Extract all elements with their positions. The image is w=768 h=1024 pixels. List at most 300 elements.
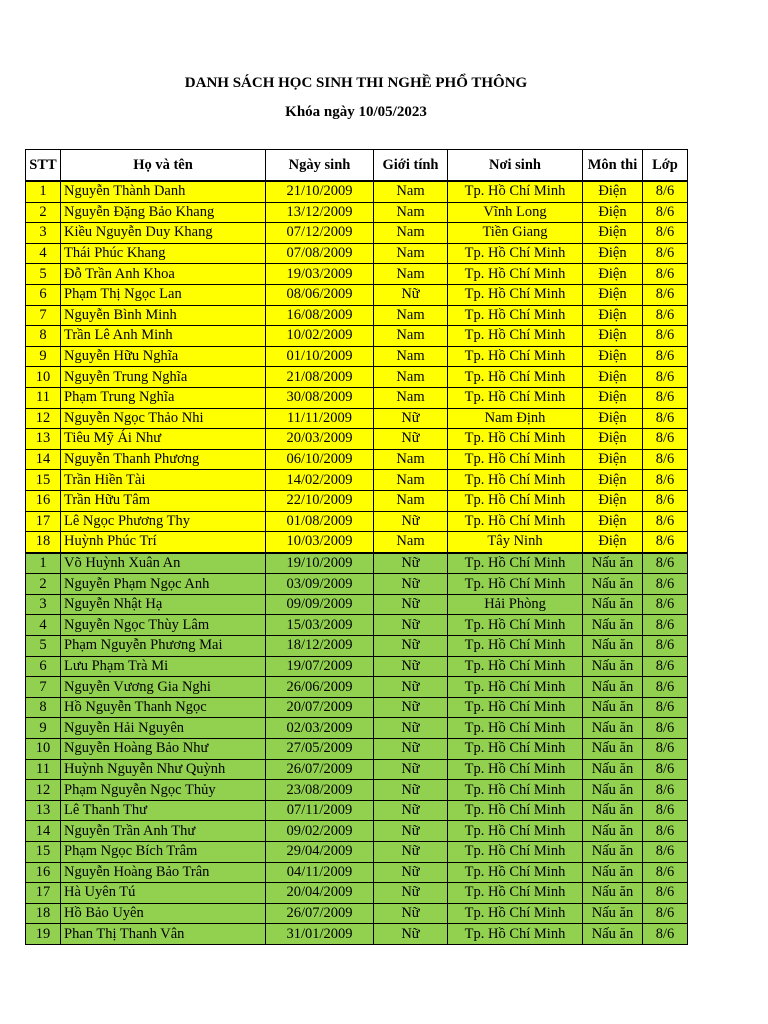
cell-class: 8/6 — [643, 429, 688, 450]
cell-gender: Nữ — [374, 862, 448, 883]
cell-stt: 2 — [26, 574, 61, 595]
cell-full-name: Nguyễn Hữu Nghĩa — [61, 346, 266, 367]
table-row — [26, 387, 688, 408]
cell-subject: Nấu ăn — [583, 594, 643, 615]
cell-full-name: Hà Uyên Tú — [61, 883, 266, 904]
cell-subject: Điện — [583, 367, 643, 388]
cell-birthplace: Tp. Hồ Chí Minh — [448, 284, 583, 305]
cell-birth-date: 20/04/2009 — [266, 883, 374, 904]
cell-stt: 7 — [26, 677, 61, 698]
cell-subject: Điện — [583, 181, 643, 202]
cell-birthplace: Tp. Hồ Chí Minh — [448, 449, 583, 470]
table-row — [26, 202, 688, 223]
cell-class: 8/6 — [643, 367, 688, 388]
cell-birth-date: 19/03/2009 — [266, 264, 374, 285]
cell-full-name: Nguyễn Vương Gia Nghi — [61, 677, 266, 698]
cell-stt: 3 — [26, 223, 61, 244]
cell-gender: Nữ — [374, 429, 448, 450]
header-gender: Giới tính — [374, 150, 448, 182]
cell-birthplace: Tp. Hồ Chí Minh — [448, 759, 583, 780]
cell-full-name: Nguyễn Bình Minh — [61, 305, 266, 326]
cell-birthplace: Tp. Hồ Chí Minh — [448, 780, 583, 801]
cell-birth-date: 07/08/2009 — [266, 243, 374, 264]
cell-stt: 2 — [26, 202, 61, 223]
cell-full-name: Hồ Bảo Uyên — [61, 903, 266, 924]
cell-birth-date: 01/10/2009 — [266, 346, 374, 367]
cell-stt: 3 — [26, 594, 61, 615]
cell-birthplace: Tp. Hồ Chí Minh — [448, 305, 583, 326]
cell-birth-date: 29/04/2009 — [266, 842, 374, 863]
cell-gender: Nam — [374, 326, 448, 347]
cell-class: 8/6 — [643, 718, 688, 739]
cell-stt: 6 — [26, 656, 61, 677]
cell-class: 8/6 — [643, 490, 688, 511]
table-row — [26, 883, 688, 904]
cell-full-name: Nguyễn Ngọc Thảo Nhi — [61, 408, 266, 429]
cell-gender: Nam — [374, 449, 448, 470]
cell-subject: Nấu ăn — [583, 800, 643, 821]
cell-birthplace: Tp. Hồ Chí Minh — [448, 821, 583, 842]
cell-stt: 13 — [26, 800, 61, 821]
cell-subject: Nấu ăn — [583, 615, 643, 636]
cell-gender: Nữ — [374, 284, 448, 305]
cell-gender: Nữ — [374, 636, 448, 657]
cell-birth-date: 20/03/2009 — [266, 429, 374, 450]
cell-class: 8/6 — [643, 739, 688, 760]
cell-full-name: Kiều Nguyễn Duy Khang — [61, 223, 266, 244]
cell-class: 8/6 — [643, 594, 688, 615]
cell-class: 8/6 — [643, 656, 688, 677]
cell-stt: 15 — [26, 842, 61, 863]
cell-subject: Nấu ăn — [583, 656, 643, 677]
cell-birthplace: Tp. Hồ Chí Minh — [448, 574, 583, 595]
cell-birth-date: 31/01/2009 — [266, 924, 374, 945]
cell-birth-date: 02/03/2009 — [266, 718, 374, 739]
cell-class: 8/6 — [643, 408, 688, 429]
cell-class: 8/6 — [643, 470, 688, 491]
cell-stt: 19 — [26, 924, 61, 945]
table-row — [26, 305, 688, 326]
cell-subject: Nấu ăn — [583, 636, 643, 657]
cell-birth-date: 19/10/2009 — [266, 553, 374, 574]
cell-subject: Nấu ăn — [583, 862, 643, 883]
cell-full-name: Hồ Nguyễn Thanh Ngọc — [61, 697, 266, 718]
cell-birth-date: 09/09/2009 — [266, 594, 374, 615]
cell-stt: 9 — [26, 718, 61, 739]
cell-stt: 16 — [26, 490, 61, 511]
cell-subject: Điện — [583, 243, 643, 264]
cell-subject: Điện — [583, 223, 643, 244]
table-row — [26, 636, 688, 657]
cell-birth-date: 26/07/2009 — [266, 903, 374, 924]
cell-birth-date: 27/05/2009 — [266, 739, 374, 760]
cell-full-name: Phạm Nguyễn Phương Mai — [61, 636, 266, 657]
cell-birth-date: 03/09/2009 — [266, 574, 374, 595]
cell-full-name: Phạm Nguyễn Ngọc Thủy — [61, 780, 266, 801]
cell-class: 8/6 — [643, 821, 688, 842]
cell-subject: Nấu ăn — [583, 677, 643, 698]
cell-birth-date: 09/02/2009 — [266, 821, 374, 842]
table-row — [26, 739, 688, 760]
table-row — [26, 284, 688, 305]
table-row — [26, 759, 688, 780]
table-row — [26, 842, 688, 863]
table-row — [26, 264, 688, 285]
cell-birthplace: Tp. Hồ Chí Minh — [448, 718, 583, 739]
cell-full-name: Võ Huỳnh Xuân An — [61, 553, 266, 574]
cell-birth-date: 20/07/2009 — [266, 697, 374, 718]
cell-subject: Điện — [583, 470, 643, 491]
cell-class: 8/6 — [643, 284, 688, 305]
cell-stt: 4 — [26, 243, 61, 264]
cell-birth-date: 11/11/2009 — [266, 408, 374, 429]
cell-birth-date: 16/08/2009 — [266, 305, 374, 326]
cell-class: 8/6 — [643, 305, 688, 326]
table-row — [26, 243, 688, 264]
cell-birth-date: 23/08/2009 — [266, 780, 374, 801]
cell-birth-date: 13/12/2009 — [266, 202, 374, 223]
cell-full-name: Nguyễn Thanh Phương — [61, 449, 266, 470]
table-row — [26, 429, 688, 450]
cell-gender: Nam — [374, 223, 448, 244]
cell-full-name: Nguyễn Trần Anh Thư — [61, 821, 266, 842]
cell-class: 8/6 — [643, 903, 688, 924]
cell-birthplace: Nam Định — [448, 408, 583, 429]
cell-full-name: Nguyễn Hoàng Bảo Trân — [61, 862, 266, 883]
cell-birthplace: Tp. Hồ Chí Minh — [448, 636, 583, 657]
cell-subject: Nấu ăn — [583, 574, 643, 595]
cell-subject: Nấu ăn — [583, 780, 643, 801]
cell-gender: Nam — [374, 387, 448, 408]
cell-class: 8/6 — [643, 780, 688, 801]
cell-birthplace: Tp. Hồ Chí Minh — [448, 615, 583, 636]
cell-subject: Điện — [583, 346, 643, 367]
cell-class: 8/6 — [643, 326, 688, 347]
cell-birth-date: 15/03/2009 — [266, 615, 374, 636]
cell-class: 8/6 — [643, 511, 688, 532]
cell-subject: Điện — [583, 202, 643, 223]
cell-gender: Nữ — [374, 821, 448, 842]
cell-gender: Nam — [374, 243, 448, 264]
cell-subject: Điện — [583, 408, 643, 429]
cell-full-name: Nguyễn Nhật Hạ — [61, 594, 266, 615]
cell-subject: Nấu ăn — [583, 718, 643, 739]
cell-full-name: Lê Ngọc Phương Thy — [61, 511, 266, 532]
table-row — [26, 511, 688, 532]
cell-class: 8/6 — [643, 449, 688, 470]
cell-stt: 12 — [26, 780, 61, 801]
cell-subject: Nấu ăn — [583, 697, 643, 718]
cell-birth-date: 18/12/2009 — [266, 636, 374, 657]
cell-subject: Điện — [583, 490, 643, 511]
cell-birthplace: Tiền Giang — [448, 223, 583, 244]
cell-subject: Nấu ăn — [583, 553, 643, 574]
cell-birth-date: 21/10/2009 — [266, 181, 374, 202]
cell-subject: Điện — [583, 532, 643, 553]
table-row — [26, 223, 688, 244]
table-row — [26, 780, 688, 801]
cell-birth-date: 08/06/2009 — [266, 284, 374, 305]
cell-birthplace: Tây Ninh — [448, 532, 583, 553]
cell-full-name: Trần Lê Anh Minh — [61, 326, 266, 347]
table-row — [26, 408, 688, 429]
cell-full-name: Nguyễn Thành Danh — [61, 181, 266, 202]
cell-subject: Nấu ăn — [583, 842, 643, 863]
cell-gender: Nam — [374, 181, 448, 202]
cell-birth-date: 10/03/2009 — [266, 532, 374, 553]
table-row — [26, 718, 688, 739]
cell-birthplace: Tp. Hồ Chí Minh — [448, 367, 583, 388]
cell-stt: 11 — [26, 759, 61, 780]
cell-stt: 1 — [26, 553, 61, 574]
cell-gender: Nữ — [374, 697, 448, 718]
cell-stt: 18 — [26, 903, 61, 924]
cell-gender: Nữ — [374, 739, 448, 760]
cell-class: 8/6 — [643, 243, 688, 264]
cell-subject: Điện — [583, 264, 643, 285]
table-row — [26, 677, 688, 698]
cell-birthplace: Tp. Hồ Chí Minh — [448, 264, 583, 285]
cell-stt: 1 — [26, 181, 61, 202]
cell-class: 8/6 — [643, 532, 688, 553]
cell-class: 8/6 — [643, 202, 688, 223]
cell-class: 8/6 — [643, 759, 688, 780]
cell-full-name: Nguyễn Phạm Ngọc Anh — [61, 574, 266, 595]
table-row — [26, 656, 688, 677]
cell-class: 8/6 — [643, 553, 688, 574]
cell-birth-date: 06/10/2009 — [266, 449, 374, 470]
cell-birthplace: Vĩnh Long — [448, 202, 583, 223]
document-subtitle: Khóa ngày 10/05/2023 — [285, 104, 427, 120]
table-row — [26, 615, 688, 636]
cell-full-name: Phạm Trung Nghĩa — [61, 387, 266, 408]
cell-subject: Điện — [583, 326, 643, 347]
cell-stt: 5 — [26, 636, 61, 657]
cell-birth-date: 07/11/2009 — [266, 800, 374, 821]
cell-class: 8/6 — [643, 181, 688, 202]
cell-stt: 6 — [26, 284, 61, 305]
table-row — [26, 903, 688, 924]
header-stt: STT — [26, 150, 61, 182]
cell-class: 8/6 — [643, 862, 688, 883]
cell-gender: Nam — [374, 202, 448, 223]
cell-subject: Nấu ăn — [583, 924, 643, 945]
cell-stt: 10 — [26, 367, 61, 388]
cell-gender: Nữ — [374, 574, 448, 595]
cell-stt: 13 — [26, 429, 61, 450]
table-row — [26, 574, 688, 595]
cell-stt: 14 — [26, 449, 61, 470]
cell-birthplace: Tp. Hồ Chí Minh — [448, 800, 583, 821]
table-row — [26, 821, 688, 842]
cell-subject: Nấu ăn — [583, 821, 643, 842]
cell-full-name: Huỳnh Nguyễn Như Quỳnh — [61, 759, 266, 780]
cell-subject: Nấu ăn — [583, 883, 643, 904]
cell-birthplace: Tp. Hồ Chí Minh — [448, 470, 583, 491]
cell-birth-date: 07/12/2009 — [266, 223, 374, 244]
cell-birthplace: Tp. Hồ Chí Minh — [448, 181, 583, 202]
table-row — [26, 470, 688, 491]
cell-class: 8/6 — [643, 574, 688, 595]
cell-gender: Nam — [374, 470, 448, 491]
cell-gender: Nữ — [374, 903, 448, 924]
cell-stt: 12 — [26, 408, 61, 429]
table-row — [26, 367, 688, 388]
cell-gender: Nữ — [374, 656, 448, 677]
table-row — [26, 800, 688, 821]
cell-birthplace: Tp. Hồ Chí Minh — [448, 243, 583, 264]
cell-birthplace: Tp. Hồ Chí Minh — [448, 883, 583, 904]
cell-birth-date: 14/02/2009 — [266, 470, 374, 491]
table-body — [26, 181, 688, 944]
cell-full-name: Trần Hiền Tài — [61, 470, 266, 491]
cell-birthplace: Tp. Hồ Chí Minh — [448, 346, 583, 367]
cell-birth-date: 21/08/2009 — [266, 367, 374, 388]
table-row — [26, 594, 688, 615]
cell-gender: Nữ — [374, 408, 448, 429]
cell-gender: Nam — [374, 346, 448, 367]
cell-full-name: Nguyễn Trung Nghĩa — [61, 367, 266, 388]
cell-gender: Nữ — [374, 511, 448, 532]
cell-stt: 7 — [26, 305, 61, 326]
cell-gender: Nữ — [374, 615, 448, 636]
cell-full-name: Lưu Phạm Trà Mi — [61, 656, 266, 677]
cell-class: 8/6 — [643, 223, 688, 244]
cell-class: 8/6 — [643, 800, 688, 821]
cell-gender: Nữ — [374, 842, 448, 863]
cell-stt: 8 — [26, 697, 61, 718]
cell-stt: 17 — [26, 511, 61, 532]
cell-birthplace: Tp. Hồ Chí Minh — [448, 677, 583, 698]
cell-class: 8/6 — [643, 346, 688, 367]
cell-full-name: Đỗ Trần Anh Khoa — [61, 264, 266, 285]
cell-subject: Điện — [583, 429, 643, 450]
cell-class: 8/6 — [643, 697, 688, 718]
cell-class: 8/6 — [643, 883, 688, 904]
cell-birthplace: Tp. Hồ Chí Minh — [448, 862, 583, 883]
cell-gender: Nữ — [374, 759, 448, 780]
header-birth-date: Ngày sinh — [266, 150, 374, 182]
cell-birthplace: Tp. Hồ Chí Minh — [448, 697, 583, 718]
cell-stt: 10 — [26, 739, 61, 760]
cell-birth-date: 30/08/2009 — [266, 387, 374, 408]
table-row — [26, 346, 688, 367]
cell-full-name: Nguyễn Ngọc Thùy Lâm — [61, 615, 266, 636]
cell-stt: 14 — [26, 821, 61, 842]
cell-class: 8/6 — [643, 677, 688, 698]
cell-gender: Nữ — [374, 883, 448, 904]
cell-gender: Nữ — [374, 553, 448, 574]
cell-gender: Nữ — [374, 924, 448, 945]
table-header-row — [26, 150, 688, 182]
table-row — [26, 532, 688, 553]
cell-stt: 15 — [26, 470, 61, 491]
cell-gender: Nam — [374, 490, 448, 511]
cell-birth-date: 26/06/2009 — [266, 677, 374, 698]
cell-stt: 8 — [26, 326, 61, 347]
cell-birthplace: Tp. Hồ Chí Minh — [448, 326, 583, 347]
cell-full-name: Nguyễn Đặng Bảo Khang — [61, 202, 266, 223]
cell-stt: 4 — [26, 615, 61, 636]
cell-gender: Nữ — [374, 594, 448, 615]
cell-full-name: Tiêu Mỹ Ái Như — [61, 429, 266, 450]
cell-stt: 16 — [26, 862, 61, 883]
cell-birthplace: Tp. Hồ Chí Minh — [448, 739, 583, 760]
cell-birthplace: Tp. Hồ Chí Minh — [448, 903, 583, 924]
cell-gender: Nam — [374, 367, 448, 388]
cell-class: 8/6 — [643, 842, 688, 863]
student-table — [25, 149, 688, 945]
cell-class: 8/6 — [643, 264, 688, 285]
header-birthplace: Nơi sinh — [448, 150, 583, 182]
cell-gender: Nam — [374, 305, 448, 326]
table-row — [26, 181, 688, 202]
cell-subject: Nấu ăn — [583, 903, 643, 924]
cell-gender: Nữ — [374, 800, 448, 821]
document-title: DANH SÁCH HỌC SINH THI NGHỀ PHỔ THÔNG — [184, 75, 528, 91]
table-row — [26, 697, 688, 718]
cell-subject: Điện — [583, 284, 643, 305]
cell-birthplace: Tp. Hồ Chí Minh — [448, 429, 583, 450]
cell-gender: Nữ — [374, 780, 448, 801]
cell-birthplace: Tp. Hồ Chí Minh — [448, 553, 583, 574]
cell-birth-date: 26/07/2009 — [266, 759, 374, 780]
cell-stt: 11 — [26, 387, 61, 408]
cell-subject: Nấu ăn — [583, 759, 643, 780]
cell-full-name: Trần Hữu Tâm — [61, 490, 266, 511]
cell-birthplace: Tp. Hồ Chí Minh — [448, 842, 583, 863]
cell-gender: Nữ — [374, 718, 448, 739]
cell-subject: Điện — [583, 449, 643, 470]
cell-full-name: Phan Thị Thanh Vân — [61, 924, 266, 945]
cell-birthplace: Tp. Hồ Chí Minh — [448, 511, 583, 532]
cell-stt: 17 — [26, 883, 61, 904]
cell-subject: Nấu ăn — [583, 739, 643, 760]
table-row — [26, 553, 688, 574]
table-row — [26, 862, 688, 883]
cell-subject: Điện — [583, 387, 643, 408]
cell-class: 8/6 — [643, 615, 688, 636]
cell-full-name: Nguyễn Hải Nguyên — [61, 718, 266, 739]
cell-full-name: Phạm Ngọc Bích Trâm — [61, 842, 266, 863]
cell-birth-date: 19/07/2009 — [266, 656, 374, 677]
table-row — [26, 490, 688, 511]
cell-full-name: Nguyễn Hoàng Bảo Như — [61, 739, 266, 760]
cell-birthplace: Tp. Hồ Chí Minh — [448, 656, 583, 677]
cell-full-name: Lê Thanh Thư — [61, 800, 266, 821]
cell-subject: Điện — [583, 305, 643, 326]
cell-birth-date: 01/08/2009 — [266, 511, 374, 532]
cell-stt: 5 — [26, 264, 61, 285]
header-full-name: Họ và tên — [61, 150, 266, 182]
header-subject: Môn thi — [583, 150, 643, 182]
header-class: Lớp — [643, 150, 688, 182]
cell-birthplace: Tp. Hồ Chí Minh — [448, 924, 583, 945]
cell-full-name: Phạm Thị Ngọc Lan — [61, 284, 266, 305]
cell-full-name: Thái Phúc Khang — [61, 243, 266, 264]
cell-birthplace: Hải Phòng — [448, 594, 583, 615]
cell-class: 8/6 — [643, 387, 688, 408]
table-row — [26, 326, 688, 347]
table-row — [26, 924, 688, 945]
cell-gender: Nữ — [374, 677, 448, 698]
cell-stt: 9 — [26, 346, 61, 367]
cell-birth-date: 10/02/2009 — [266, 326, 374, 347]
cell-birth-date: 04/11/2009 — [266, 862, 374, 883]
cell-gender: Nam — [374, 264, 448, 285]
cell-stt: 18 — [26, 532, 61, 553]
cell-class: 8/6 — [643, 924, 688, 945]
